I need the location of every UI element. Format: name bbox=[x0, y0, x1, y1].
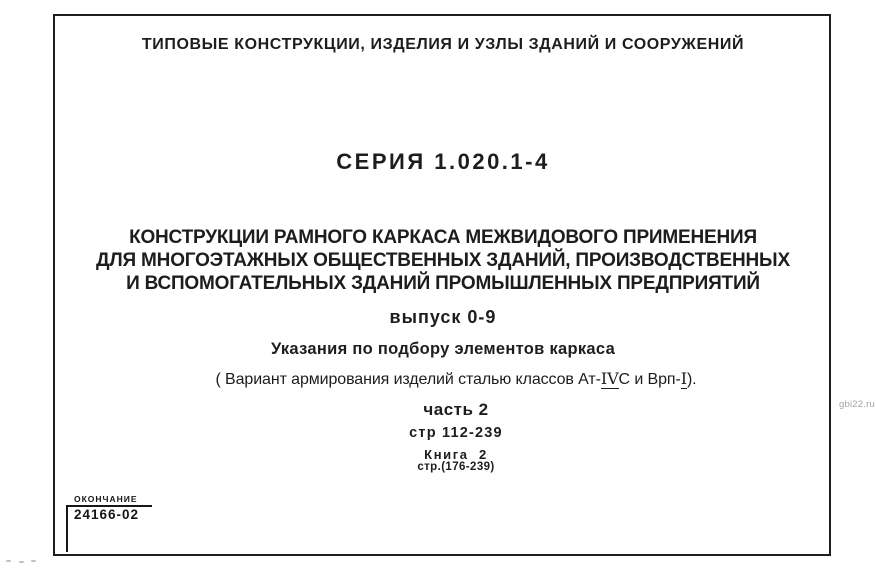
page-range: стр 112-239 bbox=[409, 425, 503, 441]
stamp-label: ОКОНЧАНИЕ bbox=[74, 494, 138, 504]
scan-artifact-dot bbox=[19, 561, 24, 563]
part-number: часть 2 bbox=[423, 400, 489, 419]
main-title-line-3: И ВСПОМОГАТЕЛЬНЫХ ЗДАНИЙ ПРОМЫШЛЕННЫХ ПРЕДПРИЯТИЙ bbox=[126, 273, 760, 294]
scan-artifact-dot bbox=[31, 560, 36, 562]
stamp-left-rule bbox=[66, 505, 68, 552]
series-title: СЕРИЯ 1.020.1-4 bbox=[336, 149, 550, 174]
issue-number: выпуск 0-9 bbox=[389, 307, 497, 327]
subtitle: Указания по подбору элементов каркаса bbox=[270, 340, 616, 358]
variant-text-mid: С и Врп- bbox=[618, 371, 681, 388]
variant-text-post: ). bbox=[686, 371, 697, 388]
roman-numeral-i: I bbox=[680, 369, 687, 388]
main-title-line-1: КОНСТРУКЦИИ РАМНОГО КАРКАСА МЕЖВИДОВОГО ПРИМЕНЕНИЯ bbox=[129, 227, 757, 248]
stamp-document-number: 24166-02 bbox=[74, 507, 140, 522]
document-header: ТИПОВЫЕ КОНСТРУКЦИИ, ИЗДЕЛИЯ И УЗЛЫ ЗДАНИЙ И СООРУЖЕНИЙ bbox=[141, 36, 745, 53]
reinforcement-variant-note bbox=[66, 369, 846, 389]
main-title-line-2: ДЛЯ МНОГОЭТАЖНЫХ ОБЩЕСТВЕННЫХ ЗДАНИЙ, ПРОИЗВОДСТВЕННЫХ bbox=[96, 250, 790, 271]
main-title bbox=[53, 226, 833, 295]
roman-numeral-iv: IV bbox=[600, 369, 619, 388]
site-watermark: gbi22.ru bbox=[839, 399, 875, 410]
book-number: Книга 2 bbox=[424, 447, 488, 462]
book-page-range: стр.(176-239) bbox=[417, 461, 495, 473]
variant-text-pre: ( Вариант армирования изделий сталью классов Ат- bbox=[215, 371, 601, 388]
scan-artifact-dot bbox=[6, 560, 11, 562]
